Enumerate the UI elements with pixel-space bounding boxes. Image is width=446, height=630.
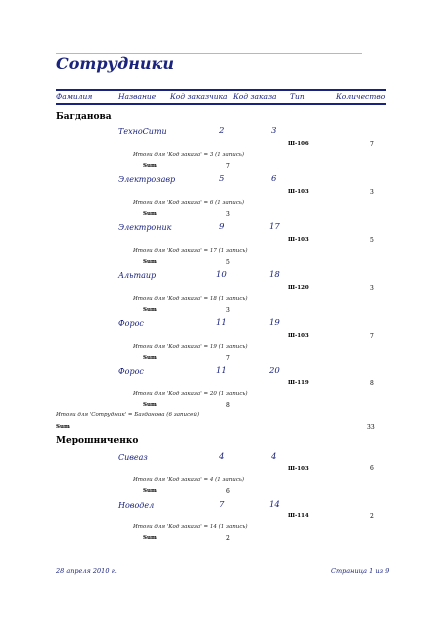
customer-code: 7 bbox=[219, 500, 225, 510]
col-header-type: Тип bbox=[290, 92, 305, 101]
order-code: 19 bbox=[269, 318, 280, 328]
order-name: Новодел bbox=[118, 501, 155, 510]
group-summary-caption: Итоги для 'Сотрудник' = Багданова (6 записей) bbox=[56, 412, 200, 418]
sum-value: 5 bbox=[226, 259, 230, 266]
order-name: Электроник bbox=[118, 223, 172, 232]
sum-label: Sum bbox=[143, 211, 157, 217]
product-type: Ш-103 bbox=[288, 237, 309, 243]
quantity: 5 bbox=[370, 237, 374, 244]
footer-page-number: Страница 1 из 9 bbox=[331, 567, 390, 575]
order-summary-caption: Итоги для 'Код заказа' = 14 (1 запись) bbox=[133, 524, 248, 530]
order-name: Форос bbox=[118, 319, 144, 328]
col-header-surname: Фамилия bbox=[56, 92, 93, 101]
order-code: 14 bbox=[269, 500, 280, 510]
col-header-name: Название bbox=[118, 92, 157, 101]
order-summary-caption: Итоги для 'Код заказа' = 6 (1 запись) bbox=[133, 200, 245, 206]
customer-code: 5 bbox=[219, 174, 225, 184]
order-name: Сивеаз bbox=[118, 453, 148, 462]
sum-label: Sum bbox=[143, 402, 157, 408]
sum-label: Sum bbox=[143, 163, 157, 169]
order-code: 6 bbox=[271, 174, 277, 184]
col-header-customer-code: Код заказчика bbox=[170, 92, 228, 101]
customer-code: 4 bbox=[219, 452, 225, 462]
header-bottom-rule bbox=[56, 103, 386, 105]
sum-value: 6 bbox=[226, 488, 230, 495]
quantity: 3 bbox=[370, 189, 374, 196]
product-type: Ш-120 bbox=[288, 285, 309, 291]
quantity: 3 bbox=[370, 285, 374, 292]
sum-value: 7 bbox=[226, 163, 230, 170]
order-name: ТехноСити bbox=[118, 127, 167, 136]
quantity: 8 bbox=[370, 380, 374, 387]
sum-value: 7 bbox=[226, 355, 230, 362]
order-code: 4 bbox=[271, 452, 277, 462]
order-summary-caption: Итоги для 'Код заказа' = 20 (1 запись) bbox=[133, 391, 248, 397]
product-type: Ш-103 bbox=[288, 189, 309, 195]
sum-label: Sum bbox=[143, 355, 157, 361]
order-name: Электрозавр bbox=[118, 175, 176, 184]
quantity: 7 bbox=[370, 333, 374, 340]
header-top-rule bbox=[56, 89, 386, 91]
order-code: 20 bbox=[269, 366, 280, 376]
group-sum-value: 33 bbox=[367, 424, 375, 431]
group-surname: Багданова bbox=[56, 112, 112, 122]
quantity: 2 bbox=[370, 513, 374, 520]
customer-code: 10 bbox=[216, 270, 227, 280]
product-type: Ш-103 bbox=[288, 333, 309, 339]
sum-label: Sum bbox=[143, 535, 157, 541]
sum-label: Sum bbox=[143, 259, 157, 265]
quantity: 6 bbox=[370, 465, 374, 472]
quantity: 7 bbox=[370, 141, 374, 148]
customer-code: 11 bbox=[216, 318, 227, 328]
report-title: Сотрудники bbox=[56, 54, 174, 73]
sum-label: Sum bbox=[143, 307, 157, 313]
order-summary-caption: Итоги для 'Код заказа' = 4 (1 запись) bbox=[133, 477, 245, 483]
col-header-quantity: Количество bbox=[336, 92, 386, 101]
sum-value: 3 bbox=[226, 307, 230, 314]
order-code: 17 bbox=[269, 222, 280, 232]
customer-code: 9 bbox=[219, 222, 225, 232]
sum-value: 8 bbox=[226, 402, 230, 409]
order-name: Форос bbox=[118, 367, 144, 376]
order-name: Альтаир bbox=[118, 271, 157, 280]
group-sum-label: Sum bbox=[56, 424, 70, 430]
sum-label: Sum bbox=[143, 488, 157, 494]
sum-value: 3 bbox=[226, 211, 230, 218]
order-summary-caption: Итоги для 'Код заказа' = 18 (1 запись) bbox=[133, 296, 248, 302]
col-header-order-code: Код заказа bbox=[233, 92, 277, 101]
order-summary-caption: Итоги для 'Код заказа' = 17 (1 запись) bbox=[133, 248, 248, 254]
sum-value: 2 bbox=[226, 535, 230, 542]
product-type: Ш-106 bbox=[288, 141, 309, 147]
footer-date: 28 апреля 2010 г. bbox=[56, 567, 117, 575]
product-type: Ш-119 bbox=[288, 380, 309, 386]
order-code: 18 bbox=[269, 270, 280, 280]
customer-code: 11 bbox=[216, 366, 227, 376]
customer-code: 2 bbox=[219, 126, 225, 136]
product-type: Ш-114 bbox=[288, 513, 309, 519]
product-type: Ш-103 bbox=[288, 466, 309, 472]
order-summary-caption: Итоги для 'Код заказа' = 19 (1 запись) bbox=[133, 344, 248, 350]
order-code: 3 bbox=[271, 126, 277, 136]
group-surname: Мерошниченко bbox=[56, 436, 139, 446]
order-summary-caption: Итоги для 'Код заказа' = 3 (1 запись) bbox=[133, 152, 245, 158]
